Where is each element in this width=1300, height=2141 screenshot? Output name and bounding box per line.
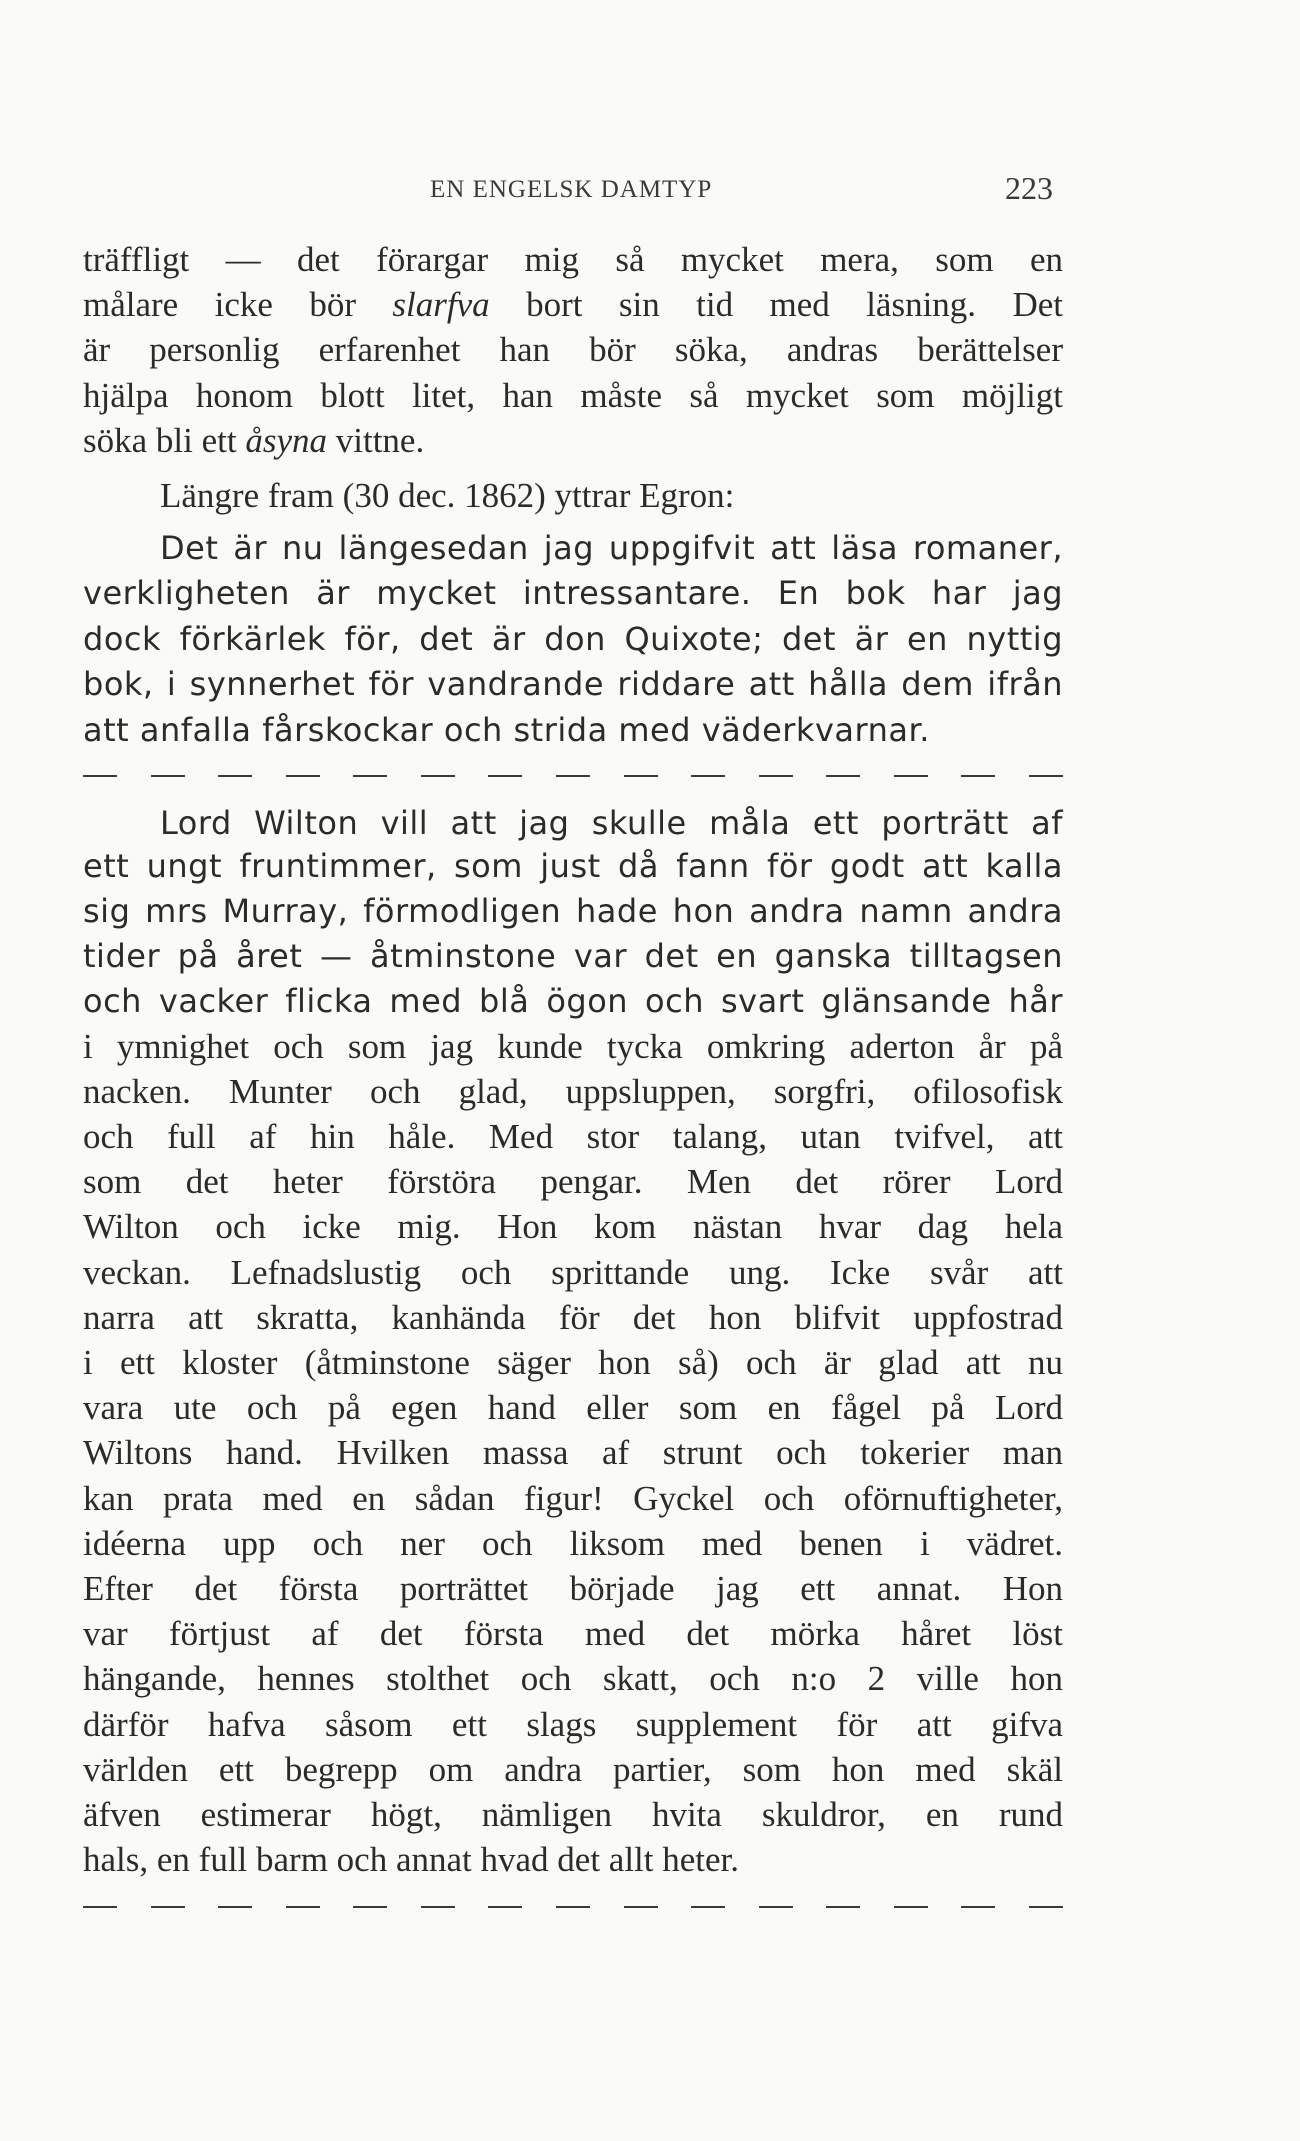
- text-line: är personlig erfarenhet han bör söka, andras berättelser: [83, 330, 1063, 369]
- text-line: i ymnighet och som jag kunde tycka omkring aderton år på: [83, 1027, 1063, 1066]
- text-line: Wiltons hand. Hvilken massa af strunt och tokerier man: [83, 1433, 1063, 1472]
- text-line: var förtjust af det första med det mörka håret löst: [83, 1614, 1063, 1653]
- text-line: hängande, hennes stolthet och skatt, och n:o 2 ville hon: [83, 1659, 1063, 1698]
- text-line: idéerna upp och ner och liksom med benen i vädret.: [83, 1524, 1063, 1563]
- text-line: Lord Wilton vill att jag skulle måla ett porträtt af: [160, 804, 1063, 842]
- text-line: Wilton och icke mig. Hon kom nästan hvar dag hela: [83, 1207, 1063, 1246]
- text-line: därför hafva såsom ett slags supplement för att gifva: [83, 1705, 1063, 1744]
- text-span: målare icke bör: [83, 285, 393, 324]
- text-span: vittne.: [327, 421, 425, 460]
- text-line: [83, 418, 1063, 464]
- italic-word: slarfva: [392, 285, 490, 324]
- section-divider: [83, 773, 1063, 779]
- text-line: som det heter förstöra pengar. Men det rörer Lord: [83, 1162, 1063, 1201]
- italic-word: åsyna: [245, 421, 327, 460]
- text-line: hjälpa honom blott litet, han måste så mycket som möjligt: [83, 376, 1063, 415]
- text-line: dock förkärlek för, det är don Quixote; det är en nyttig: [83, 620, 1063, 658]
- text-line: träffligt — det förargar mig så mycket mera, som en: [83, 240, 1063, 279]
- text-line: bok, i synnerhet för vandrande riddare att hålla dem ifrån: [83, 665, 1063, 703]
- text-span: söka bli ett: [83, 421, 246, 460]
- text-line: narra att skratta, kanhända för det hon blifvit uppfostrad: [83, 1298, 1063, 1337]
- text-line: hals, en full barm och annat hvad det allt heter.: [83, 1840, 740, 1879]
- text-line: sig mrs Murray, förmodligen hade hon andra namn andra: [83, 892, 1063, 930]
- text-line: att anfalla fårskockar och strida med väderkvarnar.: [83, 711, 930, 749]
- text-line: världen ett begrepp om andra partier, som hon med skäl: [83, 1750, 1063, 1789]
- text-line: vara ute och på egen hand eller som en fågel på Lord: [83, 1388, 1063, 1427]
- text-line: Längre fram (30 dec. 1862) yttrar Egron:: [160, 476, 735, 515]
- page-number: 223: [1005, 170, 1053, 206]
- text-line: [83, 282, 1063, 328]
- text-line: och vacker flicka med blå ögon och svart glänsande hår: [83, 982, 1063, 1020]
- text-line: äfven estimerar högt, nämligen hvita skuldror, en rund: [83, 1795, 1063, 1834]
- text-span: bort sin tid med läsning. Det: [489, 285, 1063, 324]
- text-line: i ett kloster (åtminstone säger hon så) och är glad att nu: [83, 1343, 1063, 1382]
- text-line: och full af hin håle. Med stor talang, utan tvifvel, att: [83, 1117, 1063, 1156]
- text-line: verkligheten är mycket intressantare. En bok har jag: [83, 574, 1063, 612]
- text-line: ett ungt fruntimmer, som just då fann för godt att kalla: [83, 847, 1063, 885]
- text-line: tider på året — åtminstone var det en ganska tilltagsen: [83, 937, 1063, 975]
- text-line: veckan. Lefnadslustig och sprittande ung. Icke svår att: [83, 1253, 1063, 1292]
- text-line: Efter det första porträttet började jag ett annat. Hon: [83, 1569, 1063, 1608]
- text-line: nacken. Munter och glad, uppsluppen, sorgfri, ofilosofisk: [83, 1072, 1063, 1111]
- running-head: [0, 170, 1300, 210]
- text-line: kan prata med en sådan figur! Gyckel och oförnuftigheter,: [83, 1479, 1063, 1518]
- text-line: Det är nu längesedan jag uppgifvit att läsa romaner,: [160, 529, 1063, 567]
- running-title: EN ENGELSK DAMTYP: [430, 176, 713, 203]
- section-divider: [83, 1904, 1063, 1910]
